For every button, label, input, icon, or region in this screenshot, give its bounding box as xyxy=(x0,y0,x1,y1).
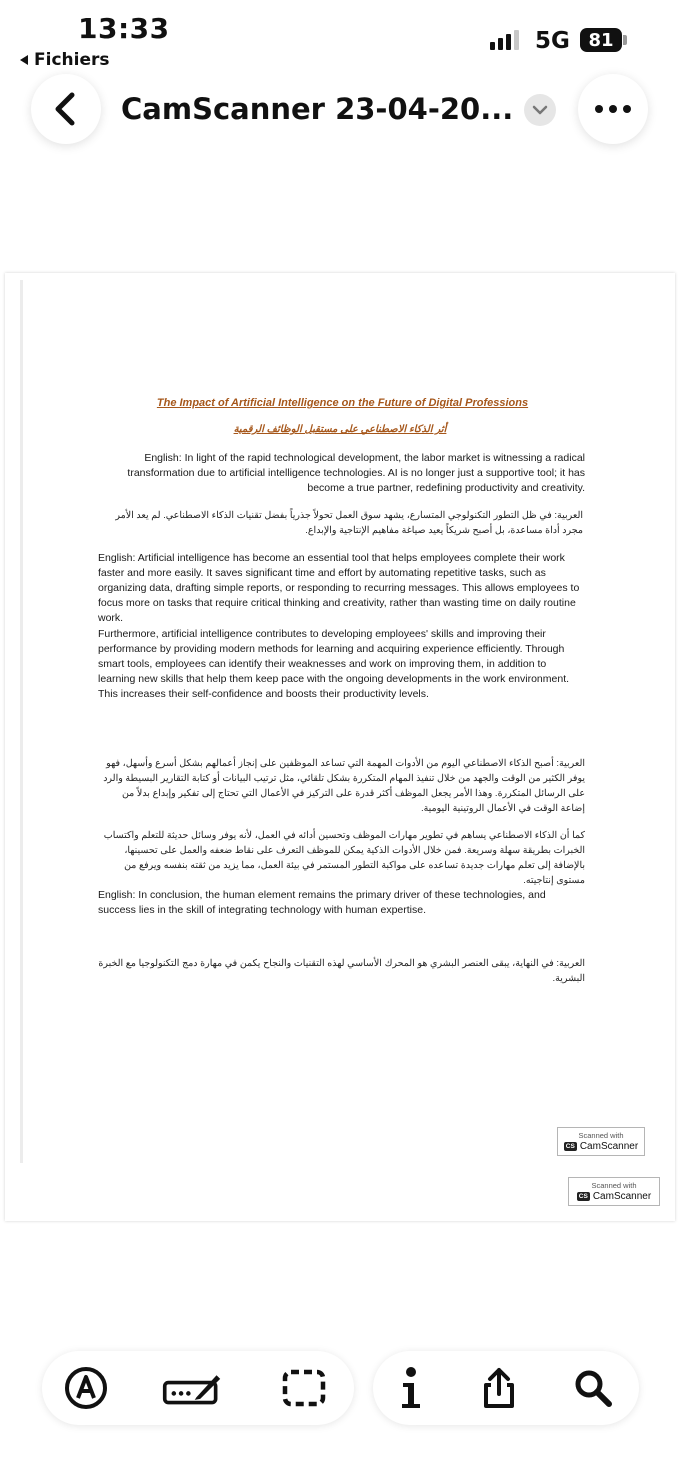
document-title: CamScanner 23-04-20... xyxy=(121,92,514,126)
paragraph-en-2: English: Artificial intelligence has become an essential tool that helps employees complete their work faster and more easily. It saves significant time and effort by automating repetitive tasks, such as organizing data, drafting simple reports, or responding to recurring messages. This allows employees to focus more on tasks that require critical thinking and creativity, rather than wasting time on daily routine work. xyxy=(98,552,580,624)
chevron-down-icon xyxy=(532,105,548,115)
status-time: 13:33 xyxy=(78,12,170,45)
paragraph-en-1: English: In light of the rapid technological development, the labor market is witnessing a radical transformation due to artificial intelligence technologies. AI is no longer just a supportive tool; it has become a true partner, redefining productivity and creativity. xyxy=(127,452,585,494)
cellular-signal-icon xyxy=(490,30,519,50)
camscanner-watermark-outer xyxy=(568,1177,660,1206)
markup-icon xyxy=(64,1366,108,1410)
watermark-brand xyxy=(562,1141,640,1152)
paragraph-en-3: Furthermore, artificial intelligence contributes to developing employees' skills and improving their performance by providing modern methods for learning and acquiring experience efficiently. Through smart tools, employees can identify their weaknesses and work on improving them, in addition to learning new skills that help them keep pace with the ongoing developments in the work environment. This increases their self-confidence and boosts their productivity levels. xyxy=(98,628,570,700)
watermark-caption: Scanned with xyxy=(591,1181,637,1190)
camscanner-logo-icon: CS xyxy=(578,1193,588,1200)
share-button[interactable] xyxy=(469,1358,529,1418)
select-icon xyxy=(281,1368,327,1408)
back-to-app-link[interactable] xyxy=(20,50,109,70)
select-button[interactable] xyxy=(274,1358,334,1418)
watermark-caption: Scanned with xyxy=(578,1131,624,1140)
title-dropdown-button[interactable] xyxy=(524,94,556,126)
document-page[interactable] xyxy=(5,273,675,1221)
paragraph-en-4: English: In conclusion, the human element remains the primary driver of these technologies, and success lies in the skill of integrating technology with human expertise. xyxy=(98,889,546,916)
paragraph-ar-1: العربية: في ظل التطور التكنولوجي المتسارع، يشهد سوق العمل تحولاً جذرياً بفضل تقنيات الذكاء الاصطناعي. لم يعد الأمر مجرد أداة مساعدة، بل أصبح شريكاً يعيد صياغة مفاهيم الإنتاجية والإبداع. xyxy=(115,510,583,536)
camscanner-watermark xyxy=(557,1127,645,1156)
back-triangle-icon xyxy=(20,55,28,65)
signature-button[interactable] xyxy=(162,1358,222,1418)
doc-heading: The Impact of Artificial Intelligence on the Future of Digital Professions xyxy=(156,397,529,409)
camscanner-logo-icon: CS xyxy=(565,1143,575,1150)
doc-actions-group xyxy=(373,1351,639,1425)
watermark-brand xyxy=(573,1191,655,1202)
share-icon xyxy=(479,1366,519,1410)
paragraph-ar-4: العربية: في النهاية، يبقى العنصر البشري هو المحرك الأساسي لهذه التقنيات والنجاح يكمن في مهارة دمج التكنولوجيا مع الخبرة البشرية. xyxy=(98,958,585,984)
back-app-label: Fichiers xyxy=(34,50,110,70)
battery-tip xyxy=(623,35,627,45)
signature-icon xyxy=(162,1368,222,1408)
ellipsis-icon xyxy=(595,105,631,113)
back-button[interactable] xyxy=(31,74,101,144)
network-label: 5G xyxy=(535,28,570,54)
search-icon xyxy=(572,1367,614,1409)
info-button[interactable] xyxy=(381,1358,441,1418)
edit-tools-group xyxy=(42,1351,354,1425)
paragraph-ar-3: كما أن الذكاء الاصطناعي يساهم في تطوير مهارات الموظف وتحسين أدائه في العمل، لأنه يوفر وسائل حديثة للتعلم واكتساب الخبرات بطريقة سهلة وسريعة. فمن خلال الأدوات الذكية يمكن للموظف التعرف على نقاط ضعفه والعمل على تحسينها، بالإضافة إلى تعلم مهارات جديدة تساعده على مواكبة التطور المستمر في بيئة العمل، مما يزيد من ثقته بنفسه ويرفع من مستوى إنتاجيته. xyxy=(103,830,585,886)
info-icon xyxy=(396,1366,426,1410)
search-button[interactable] xyxy=(563,1358,623,1418)
markup-button[interactable] xyxy=(56,1358,116,1418)
doc-heading-arabic: أثر الذكاء الاصطناعي على مستقبل الوظائف الرقمية xyxy=(233,424,447,435)
chevron-left-icon xyxy=(51,92,81,126)
watermark-brand-label: CamScanner xyxy=(579,1141,639,1152)
more-options-button[interactable] xyxy=(578,74,648,144)
battery-indicator: 81 xyxy=(580,28,622,52)
page-edge-shadow xyxy=(20,280,23,1163)
paragraph-ar-2: العربية: أصبح الذكاء الاصطناعي اليوم من الأدوات المهمة التي تساعد الموظفين على إنجاز أعمالهم بشكل أسرع وأسهل، فهو يوفر الكثير من الوقت والجهد من خلال تنفيذ المهام المتكررة بشكل تلقائي، مثل ترتيب البيانات أو كتابة التقارير البسيطة والرد على الرسائل المتكررة. وهذا الأمر يجعل الموظف أكثر قدرة على التركيز في الأعمال التي تحتاج إلى تفكير وإبداع بدلاً من إضاعة الوقت في الأعمال الروتينية اليومية. xyxy=(103,758,585,814)
watermark-brand-label: CamScanner xyxy=(592,1191,652,1202)
